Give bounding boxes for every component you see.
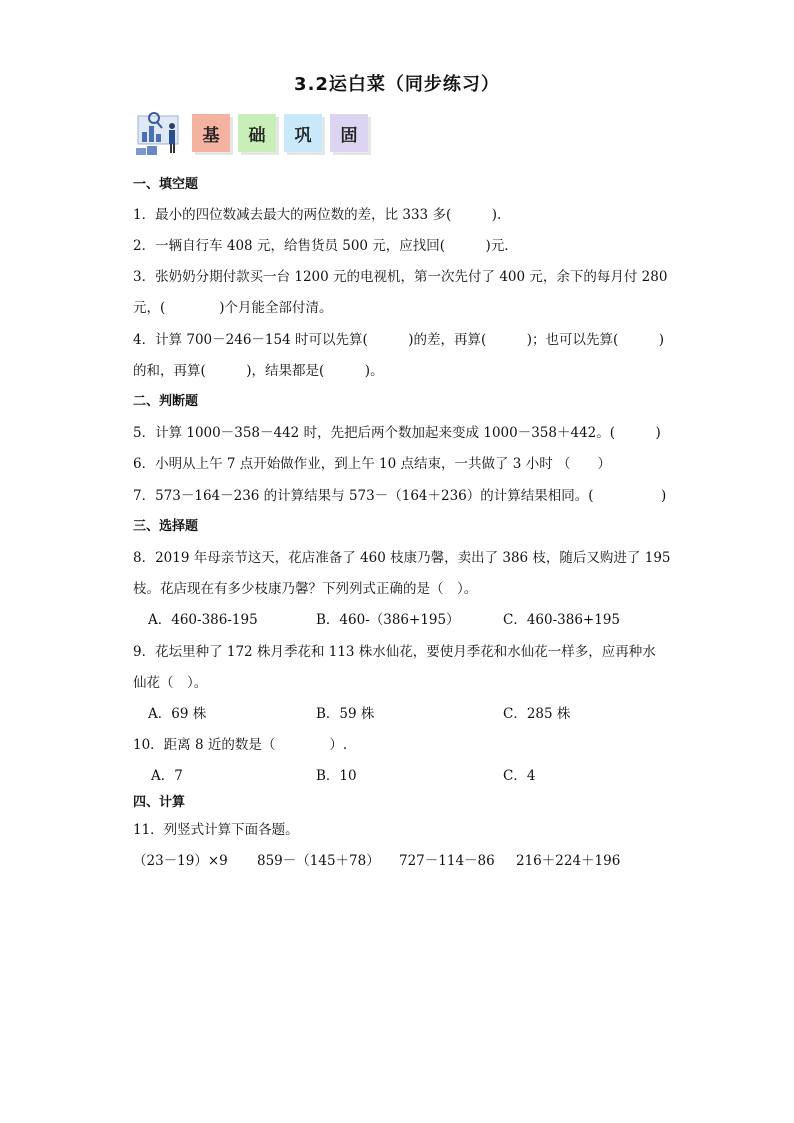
question-9-line-1: 9．花坛里种了 172 株月季花和 113 株水仙花，要使月季花和水仙花一样多，应再种水 <box>133 644 656 660</box>
question-8-option-a: A．460-386-195 <box>148 612 258 628</box>
question-10: 10．距离 8 近的数是（ ）. <box>133 737 348 753</box>
question-11: 11．列竖式计算下面各题。 <box>133 822 299 838</box>
section-banner <box>130 106 390 156</box>
section-heading-fill-blank: 一、填空题 <box>133 177 199 192</box>
section-heading-true-false: 二、判断题 <box>133 394 199 409</box>
banner-tile-chu: 础 <box>238 114 276 152</box>
question-3-line-2: 元，( )个月能全部付清。 <box>133 300 333 316</box>
question-8-option-b: B．460-（386+195） <box>316 612 460 628</box>
question-8-line-2: 枝。花店现在有多少枝康乃馨？下列列式正确的是（ ）。 <box>133 581 478 597</box>
presenter-illustration-icon <box>130 106 188 156</box>
calc-item-1: （23－19）×9 <box>133 853 228 869</box>
question-3-line-1: 3．张奶奶分期付款买一台 1200 元的电视机，第一次先付了 400 元，余下的每月付 280 <box>133 269 668 285</box>
question-9-line-2: 仙花（ ）。 <box>133 675 208 691</box>
question-4-line-2: 的和，再算( )，结果都是( )。 <box>133 363 384 379</box>
question-5: 5．计算 1000－358－442 时，先把后两个数加起来变成 1000－358＋442。( ) <box>133 425 661 441</box>
question-7: 7．573－164－236 的计算结果与 573－（164＋236）的计算结果相同。( ) <box>133 488 667 504</box>
question-8-line-1: 8．2019 年母亲节这天，花店准备了 460 枝康乃馨，卖出了 386 枝，随后又购进了 195 <box>133 550 671 566</box>
question-4-line-1: 4．计算 700－246－154 时可以先算( )的差，再算( )；也可以先算( ) <box>133 332 665 348</box>
question-6: 6．小明从上午 7 点开始做作业，到上午 10 点结束，一共做了 3 小时 （ ） <box>133 456 611 472</box>
banner-tile-ji: 基 <box>192 114 230 152</box>
question-9-option-a: A．69 株 <box>148 706 207 722</box>
banner-tile-gong: 巩 <box>284 114 322 152</box>
section-heading-multiple-choice: 三、选择题 <box>133 519 199 534</box>
question-2: 2．一辆自行车 408 元，给售货员 500 元，应找回( )元． <box>133 238 518 254</box>
section-heading-calculation: 四、计算 <box>133 795 186 810</box>
banner-tile-gu: 固 <box>330 114 368 152</box>
calc-item-2: 859－（145＋78） <box>257 853 380 869</box>
question-10-option-a: A．7 <box>151 768 183 784</box>
page-title: 3.2运白菜（同步练习） <box>294 74 500 95</box>
calc-item-3: 727－114－86 <box>399 853 495 869</box>
question-10-option-c: C．4 <box>503 768 536 784</box>
calc-item-4: 216＋224＋196 <box>516 853 621 869</box>
question-1: 1．最小的四位数减去最大的两位数的差，比 333 多( ). <box>133 207 502 223</box>
question-9-option-b: B．59 株 <box>316 706 375 722</box>
question-10-option-b: B．10 <box>316 768 357 784</box>
question-9-option-c: C．285 株 <box>503 706 571 722</box>
question-8-option-c: C．460-386+195 <box>503 612 621 628</box>
